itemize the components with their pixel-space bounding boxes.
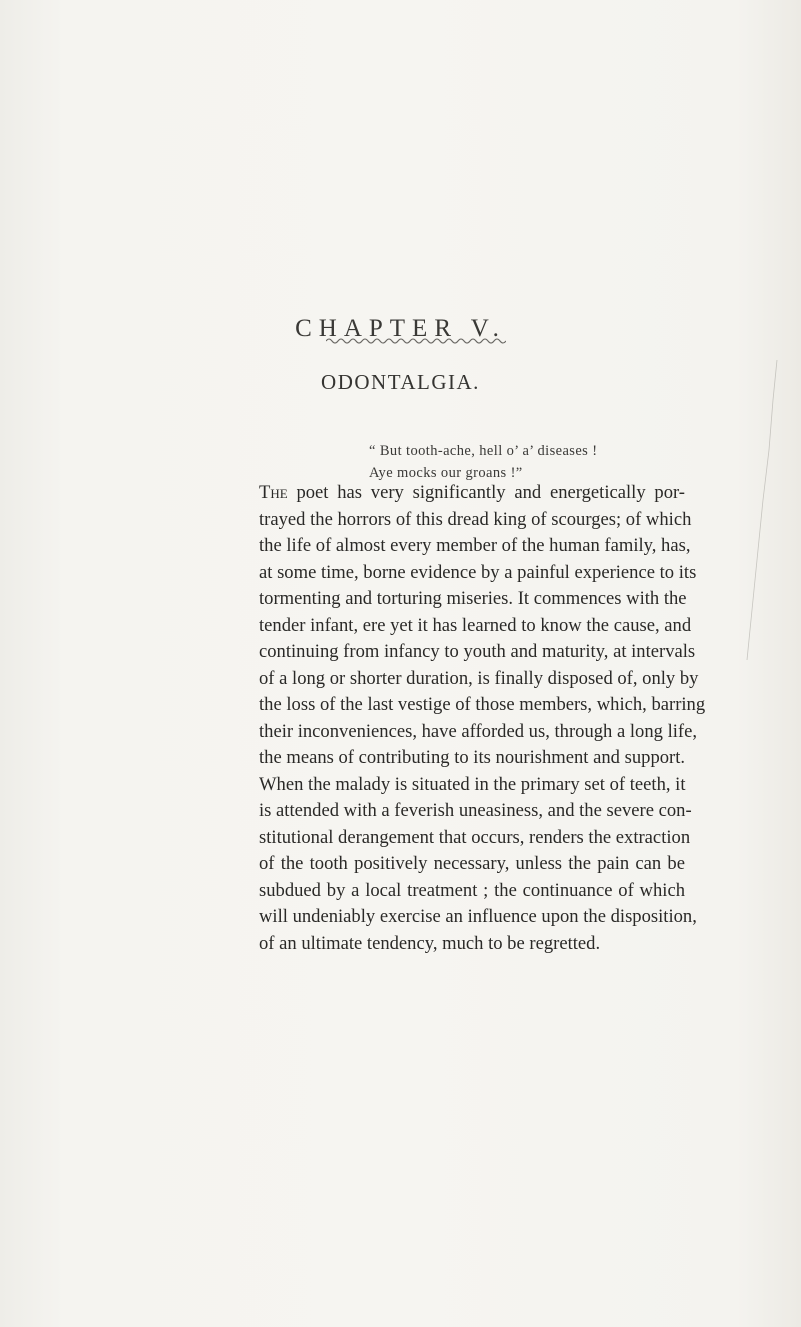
drop-word: The [259, 482, 288, 503]
paragraph-line: tormenting and torturing miseries. It commences with the [259, 588, 687, 609]
epigraph-line: Aye mocks our groans !” [369, 465, 523, 481]
paragraph-line: trayed the horrors of this dread king of scourges; of which [259, 508, 692, 530]
paragraph-line: stitutional derangement that occurs, renders the extraction [259, 826, 691, 848]
paragraph-line: continuing from infancy to youth and maturity, at intervals [259, 641, 696, 662]
paragraph-line: of an ultimate tendency, much to be regretted. [259, 932, 601, 954]
paragraph-line: will undeniably exercise an influence upon the disposition, [259, 906, 697, 927]
epigraph-line: “ But tooth-ache, hell o’ a’ diseases ! [369, 443, 598, 459]
paragraph-line-text: poet has very significantly and energetically por- [287, 482, 685, 503]
paragraph-line [259, 480, 685, 507]
paragraph-line: of the tooth positively necessary, unless the pain can be [259, 853, 685, 874]
section-title: ODONTALGIA. [321, 370, 480, 394]
page-edge-stain [743, 360, 783, 660]
paragraph-line: of a long or shorter duration, is finally disposed of, only by [259, 667, 699, 689]
paragraph-line: subdued by a local treatment ; the continuance of which [259, 879, 685, 901]
wavy-rule-ornament [326, 336, 506, 346]
paragraph-line: When the malady is situated in the primary set of teeth, it [259, 773, 686, 795]
body-paragraph [259, 480, 706, 957]
paragraph-line: their inconveniences, have afforded us, through a long life, [259, 720, 698, 742]
paragraph-line: tender infant, ere yet it has learned to know the cause, and [259, 614, 692, 636]
chapter-heading: CHAPTER V. [295, 315, 506, 342]
paragraph-line: is attended with a feverish uneasiness, and the severe con- [259, 800, 692, 821]
paragraph-line: at some time, borne evidence by a painful experience to its [259, 561, 697, 583]
paragraph-line: the loss of the last vestige of those members, which, barring [259, 694, 706, 715]
epigraph-quote [369, 440, 597, 484]
paragraph-line: the means of contributing to its nourishment and support. [259, 747, 686, 768]
paragraph-line: the life of almost every member of the human family, has, [259, 535, 691, 556]
